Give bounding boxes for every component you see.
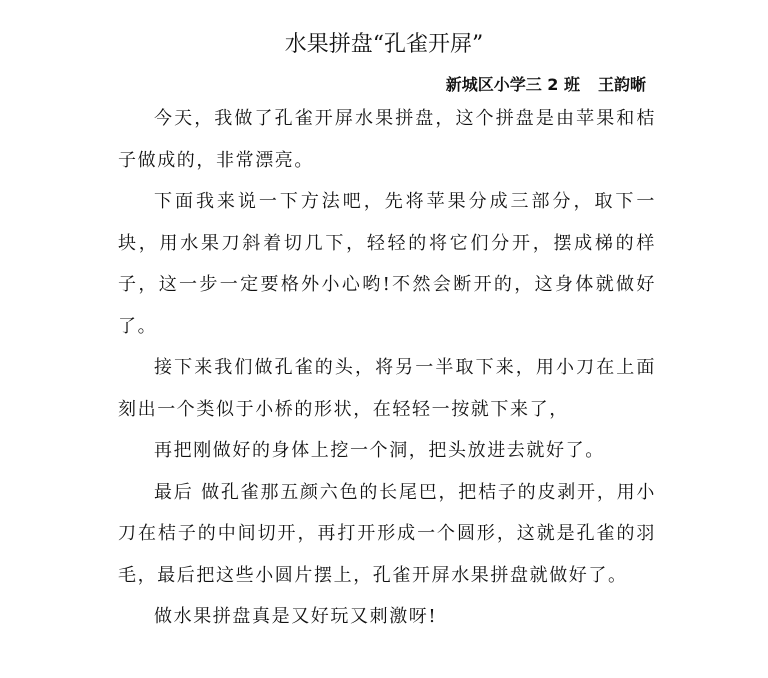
document-title: 水果拼盘“孔雀开屏” [284, 32, 484, 57]
paragraph-1: 今天，我做了孔雀开屏水果拼盘，这个拼盘是由苹果和桔子做成的，非常漂亮。 [118, 108, 656, 171]
paragraph-2: 下面我来说一下方法吧，先将苹果分成三部分，取下一块，用水果刀斜着切几下，轻轻的将它们分开，摆成梯的样子，这一步一定要格外小心哟!不然会断开的，这身体就做好了。 [118, 191, 656, 337]
paragraph-3: 接下来我们做孔雀的头，将另一半取下来，用小刀在上面刻出一个类似于小桥的形状，在轻轻一按就下来了， [118, 357, 656, 420]
paragraph-4: 再把刚做好的身体上挖一个洞，把头放进去就好了。 [154, 440, 605, 461]
author-name: 王韵晰 [597, 75, 646, 94]
school-class-label: 新城区小学三 2 班 [445, 75, 580, 94]
essay-body [118, 98, 656, 638]
paragraph-5: 最后 做孔雀那五颜六色的长尾巴，把桔子的皮剥开，用小刀在桔子的中间切开，再打开形成一个圆形，这就是孔雀的羽毛，最后把这些小圆片摆上，孔雀开屏水果拼盘就做好了。 [118, 481, 656, 586]
paragraph-6: 做水果拼盘真是又好玩又刺激呀! [154, 606, 438, 627]
author-byline [446, 74, 646, 96]
